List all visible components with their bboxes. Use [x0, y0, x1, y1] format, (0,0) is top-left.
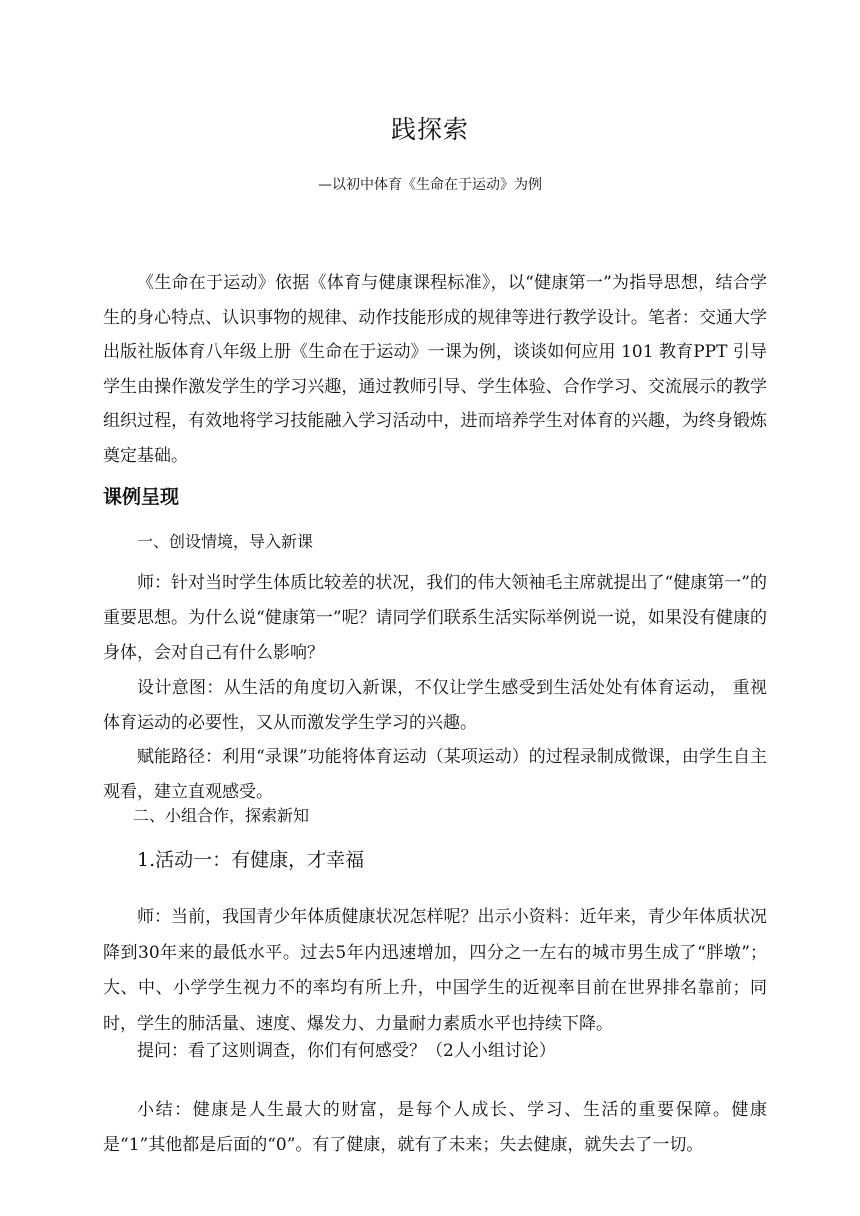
section-two-title: 二、小组合作，探索新知 — [133, 806, 310, 825]
design-intent-paragraph: 设计意图：从生活的角度切入新课，不仅让学生感受到生活处处有体育运动， 重视体育运动的必要性，又从而激发学生学习的兴趣。 — [103, 678, 767, 733]
section-heading: 课例呈现 — [103, 486, 180, 508]
section-one-title: 一、创设情境，导入新课 — [137, 532, 314, 551]
question-paragraph: 提问：看了这则调查，你们有何感受？（2人小组讨论） — [137, 1041, 556, 1061]
document-title: 践探索 — [390, 115, 469, 144]
teacher-paragraph-2: 师：当前，我国青少年体质健康状况怎样呢？出示小资料：近年来，青少年体质状况降到30年来的最低水平。过去5年内迅速增加，四分之一左右的城市男生成了“胖墩”；大、中、小学学生视力不的率均有所上升，中国学生的近视率目前在世界排名靠前；同时，学生的肺活量、速度、爆发力、力量耐力素质水平也持续下降。 — [103, 907, 767, 1034]
teacher-paragraph-1: 师：针对当时学生体质比较差的状况，我们的伟大领袖毛主席就提出了“健康第一”的重要思想。为什么说“健康第一”呢？请同学们联系生活实际举例说一说，如果没有健康的身体，会对自己有什么影响？ — [103, 573, 767, 663]
summary-paragraph: 小结：健康是人生最大的财富，是每个人成长、学习、生活的重要保障。健康是“1”其他都是后面的“0”。有了健康，就有了未来；失去健康，就失去了一切。 — [103, 1100, 767, 1155]
intro-paragraph: 《生命在于运动》依据《体育与健康课程标准》，以“健康第一”为指导思想，结合学生的身心特点、认识事物的规律、动作技能形成的规律等进行教学设计。笔者：交通大学出版社版体育八年级上册《生命在于运动》一课为例，谈谈如何应用 101 教育PPT 引导学生由操作激发学生的学习兴趣，通过教师引导、学生体验、合作学习、交流展示的教学组织过程，有效地将学习技能融入学习活动中，进而培养学生对体育的兴趣，为终身锻炼奠定基础。 — [103, 273, 767, 466]
activity-one-title: 1.活动一：有健康，才幸福 — [137, 849, 365, 871]
document-subtitle: —以初中体育《生命在于运动》为例 — [318, 177, 542, 193]
empowerment-path-paragraph: 赋能路径：利用“录课”功能将体育运动（某项运动）的过程录制成微课，由学生自主观看，建立直观感受。 — [103, 747, 767, 802]
